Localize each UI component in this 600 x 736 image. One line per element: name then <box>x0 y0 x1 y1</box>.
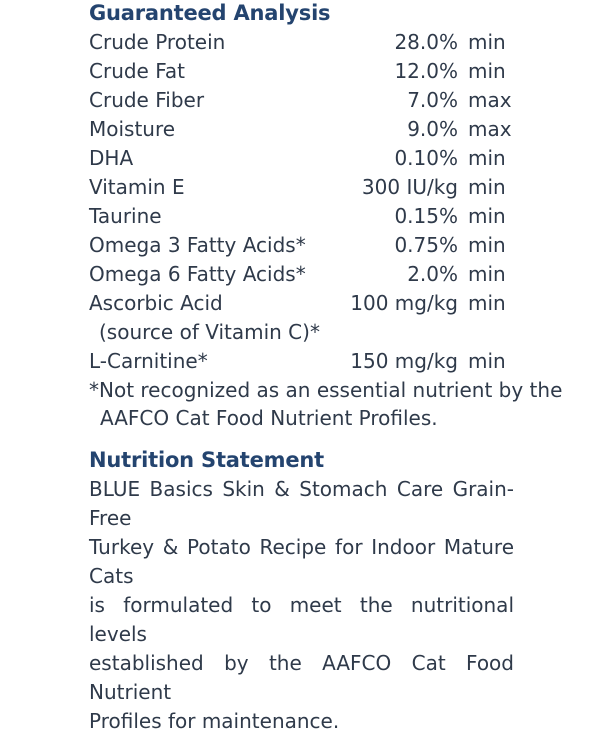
nutrient-qualifier: min <box>468 349 506 373</box>
nutrient-qualifier: max <box>468 117 512 141</box>
nutrition-statement-heading: Nutrition Statement <box>89 448 324 472</box>
footnote <box>89 376 563 432</box>
nutrient-label: Crude Protein <box>89 30 226 54</box>
nutrient-amount: 7.0% <box>407 88 458 112</box>
nutrient-qualifier: min <box>468 233 506 257</box>
label-panel <box>89 0 563 736</box>
nutrient-label: Omega 3 Fatty Acids* <box>89 233 306 257</box>
nutrient-label: Omega 6 Fatty Acids* <box>89 262 306 286</box>
nutrient-amount: 12.0% <box>394 59 458 83</box>
nutrition-statement-text <box>89 475 514 736</box>
nutrient-amount: 2.0% <box>407 262 458 286</box>
statement-line: established by the AAFCO Cat Food Nutrient <box>89 651 514 704</box>
analysis-row <box>89 28 514 57</box>
analysis-row <box>89 202 514 231</box>
statement-line: Profiles for maintenance. <box>89 709 340 733</box>
guaranteed-analysis-heading: Guaranteed Analysis <box>89 1 331 25</box>
analysis-table <box>89 28 514 376</box>
nutrient-qualifier: min <box>468 291 506 315</box>
nutrient-qualifier: min <box>468 204 506 228</box>
nutrient-qualifier: min <box>468 59 506 83</box>
nutrient-label: L-Carnitine* <box>89 349 208 373</box>
nutrient-label: DHA <box>89 146 134 170</box>
statement-line: BLUE Basics Skin & Stomach Care Grain-Free <box>89 477 514 530</box>
nutrient-qualifier: min <box>468 262 506 286</box>
nutrient-label: (source of Vitamin C)* <box>99 320 320 344</box>
analysis-row <box>89 289 514 318</box>
statement-line: Turkey & Potato Recipe for Indoor Mature Cats <box>89 535 514 588</box>
nutrient-qualifier: min <box>468 30 506 54</box>
analysis-row <box>89 86 514 115</box>
statement-line: is formulated to meet the nutritional levels <box>89 593 514 646</box>
nutrient-amount: 0.15% <box>394 204 458 228</box>
nutrient-label: Moisture <box>89 117 176 141</box>
nutrient-label: Vitamin E <box>89 175 185 199</box>
analysis-row <box>89 173 514 202</box>
nutrient-amount: 9.0% <box>407 117 458 141</box>
nutrient-amount: 100 mg/kg <box>350 291 458 315</box>
nutrient-amount: 0.10% <box>394 146 458 170</box>
footnote-line: AAFCO Cat Food Nutrient Profiles. <box>100 406 438 430</box>
nutrient-label: Crude Fiber <box>89 88 205 112</box>
nutrient-qualifier: max <box>468 88 512 112</box>
analysis-row-subnote <box>89 318 514 347</box>
analysis-row <box>89 115 514 144</box>
nutrient-label: Crude Fat <box>89 59 185 83</box>
nutrient-qualifier: min <box>468 175 506 199</box>
analysis-row <box>89 57 514 86</box>
nutrient-label: Ascorbic Acid <box>89 291 223 315</box>
analysis-row <box>89 260 514 289</box>
analysis-row <box>89 231 514 260</box>
analysis-row <box>89 144 514 173</box>
nutrient-amount: 300 IU/kg <box>361 175 458 199</box>
nutrient-label: Taurine <box>89 204 162 228</box>
nutrient-amount: 0.75% <box>394 233 458 257</box>
footnote-line: *Not recognized as an essential nutrient by the <box>89 378 563 402</box>
nutrient-qualifier: min <box>468 146 506 170</box>
nutrient-amount: 150 mg/kg <box>350 349 458 373</box>
analysis-row <box>89 347 514 376</box>
nutrient-amount: 28.0% <box>394 30 458 54</box>
